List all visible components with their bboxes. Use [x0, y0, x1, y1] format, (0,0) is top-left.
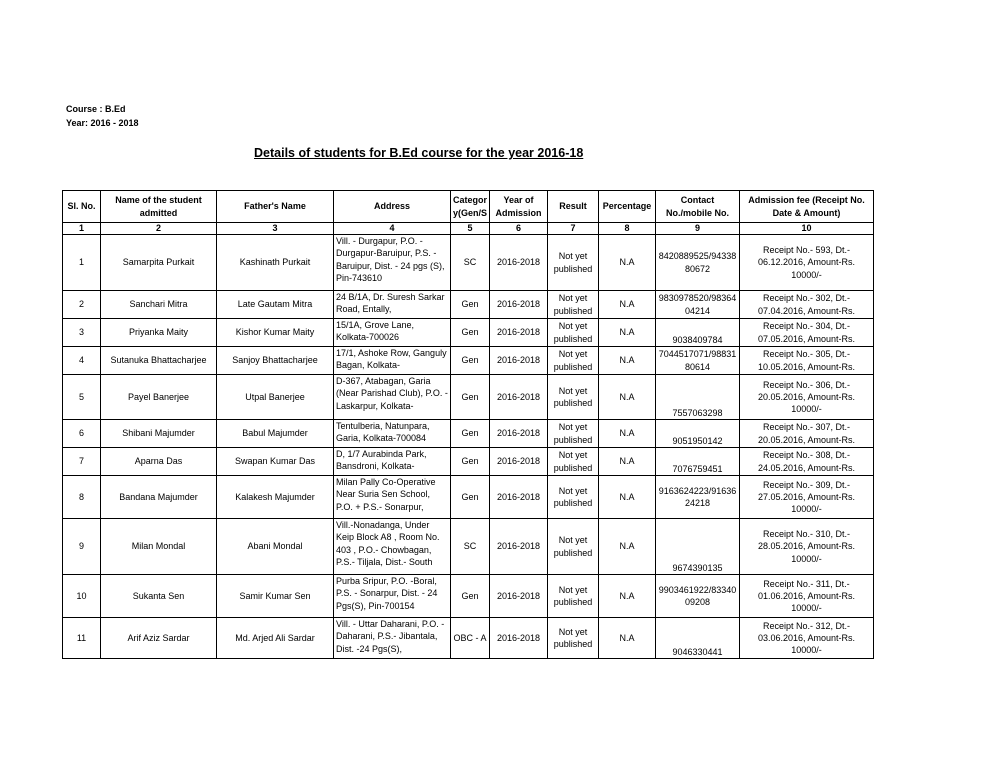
result-cell: Not yet published — [548, 448, 599, 476]
admission-fee-cell-text: Receipt No.- 310, Dt.- 28.05.2016, Amount-Rs. 10000/- — [757, 529, 856, 564]
column-number: 8 — [599, 223, 656, 235]
contact-cell — [656, 319, 740, 347]
father-name-cell: Samir Kumar Sen — [217, 575, 334, 618]
result-cell: Not yet published — [548, 575, 599, 618]
admission-fee-cell-text: Receipt No.- 309, Dt.- 27.05.2016, Amount-Rs. 10000/- — [757, 479, 856, 515]
contact-cell — [656, 235, 740, 291]
year-cell: 2016-2018 — [490, 476, 548, 519]
students-table — [62, 190, 874, 659]
admission-fee-cell — [740, 476, 874, 519]
father-name-cell: Kashinath Purkait — [217, 235, 334, 291]
admission-fee-cell — [740, 347, 874, 375]
table-row — [63, 420, 874, 448]
admission-fee-cell — [740, 448, 874, 476]
table-row — [63, 519, 874, 575]
sl-cell: 6 — [63, 420, 101, 448]
admission-fee-cell — [740, 291, 874, 319]
address-cell-text: D, 1/7 Aurabinda Park, Bansdroni, Kolkata- — [336, 449, 427, 472]
sl-cell: 4 — [63, 347, 101, 375]
year-cell: 2016-2018 — [490, 291, 548, 319]
student-name-cell: Priyanka Maity — [101, 319, 217, 347]
contact-cell — [656, 448, 740, 476]
result-cell: Not yet published — [548, 347, 599, 375]
column-number: 1 — [63, 223, 101, 235]
col-header-admission-fee: Admission fee (Receipt No. Date & Amount) — [740, 191, 874, 223]
sl-cell: 8 — [63, 476, 101, 519]
percentage-cell: N.A — [599, 519, 656, 575]
percentage-cell: N.A — [599, 575, 656, 618]
header-row — [63, 191, 874, 223]
col-header-father-name: Father's Name — [217, 191, 334, 223]
father-name-cell: Kalakesh Majumder — [217, 476, 334, 519]
address-cell — [334, 420, 451, 448]
contact-cell-text: 9051950142 — [672, 435, 723, 446]
admission-fee-cell-text: Receipt No.- 307, Dt.- 20.05.2016, Amount-Rs. — [757, 422, 856, 445]
address-cell — [334, 319, 451, 347]
address-cell — [334, 519, 451, 575]
category-cell: OBC - A — [451, 618, 490, 659]
admission-fee-cell — [740, 319, 874, 347]
result-cell: Not yet published — [548, 375, 599, 420]
contact-cell — [656, 575, 740, 618]
result-cell: Not yet published — [548, 420, 599, 448]
student-name-cell: Sanchari Mitra — [101, 291, 217, 319]
year-cell: 2016-2018 — [490, 618, 548, 659]
student-name-cell: Sutanuka Bhattacharjee — [101, 347, 217, 375]
student-name-cell: Sukanta Sen — [101, 575, 217, 618]
father-name-cell: Babul Majumder — [217, 420, 334, 448]
year-cell: 2016-2018 — [490, 319, 548, 347]
contact-cell-text: 7076759451 — [672, 463, 723, 474]
column-number: 10 — [740, 223, 874, 235]
result-cell: Not yet published — [548, 618, 599, 659]
percentage-cell: N.A — [599, 319, 656, 347]
percentage-cell: N.A — [599, 235, 656, 291]
contact-cell — [656, 291, 740, 319]
percentage-cell: N.A — [599, 618, 656, 659]
column-number: 5 — [451, 223, 490, 235]
year-cell: 2016-2018 — [490, 235, 548, 291]
column-number-row — [63, 223, 874, 235]
category-cell: SC — [451, 519, 490, 575]
category-cell: Gen — [451, 291, 490, 319]
contact-cell — [656, 347, 740, 375]
percentage-cell: N.A — [599, 291, 656, 319]
result-cell: Not yet published — [548, 319, 599, 347]
table-row — [63, 375, 874, 420]
col-header-percentage: Percentage — [599, 191, 656, 223]
admission-fee-cell — [740, 618, 874, 659]
student-name-cell: Shibani Majumder — [101, 420, 217, 448]
address-cell-text: Purba Sripur, P.O. -Boral, P.S. - Sonarpur, Dist. - 24 Pgs(S), Pin-700154 — [336, 576, 438, 611]
address-cell-text: Vill.-Nonadanga, Under Keip Block A8 , Room No. 403 , P.O.- Chowbagan, P.S.- Tiljala, Dist.- South — [336, 520, 440, 567]
result-cell: Not yet published — [548, 235, 599, 291]
category-cell: Gen — [451, 347, 490, 375]
admission-fee-cell-text: Receipt No.- 312, Dt.- 03.06.2016, Amount-Rs. 10000/- — [757, 620, 856, 656]
category-cell: Gen — [451, 375, 490, 420]
admission-fee-cell-text: Receipt No.- 304, Dt.- 07.05.2016, Amount-Rs. — [757, 321, 856, 344]
year-cell: 2016-2018 — [490, 375, 548, 420]
category-cell: Gen — [451, 476, 490, 519]
category-cell: Gen — [451, 448, 490, 476]
address-cell — [334, 448, 451, 476]
admission-fee-cell — [740, 420, 874, 448]
percentage-cell: N.A — [599, 476, 656, 519]
column-number: 2 — [101, 223, 217, 235]
col-header-address: Address — [334, 191, 451, 223]
address-cell — [334, 575, 451, 618]
student-name-cell: Payel Banerjee — [101, 375, 217, 420]
address-cell-text: D-367, Atabagan, Garia (Near Parishad Club), P.O. - Laskarpur, Kolkata- — [336, 376, 448, 411]
table-row — [63, 476, 874, 519]
address-cell-text: Milan Pally Co-Operative Near Suria Sen School, P.O. + P.S.- Sonarpur, — [336, 477, 436, 512]
percentage-cell: N.A — [599, 347, 656, 375]
contact-cell-text: 9674390135 — [672, 562, 723, 573]
sl-cell: 2 — [63, 291, 101, 319]
sl-cell: 11 — [63, 618, 101, 659]
address-cell — [334, 235, 451, 291]
column-number: 6 — [490, 223, 548, 235]
column-number: 9 — [656, 223, 740, 235]
year-cell: 2016-2018 — [490, 448, 548, 476]
admission-fee-cell — [740, 519, 874, 575]
col-header-student-name: Name of the student admitted — [101, 191, 217, 223]
admission-fee-cell — [740, 575, 874, 618]
contact-cell — [656, 420, 740, 448]
sl-cell: 7 — [63, 448, 101, 476]
category-cell: Gen — [451, 420, 490, 448]
contact-cell-text: 9163624223/9163624218 — [658, 485, 737, 508]
table-row — [63, 319, 874, 347]
admission-fee-cell-text: Receipt No.- 311, Dt.- 01.06.2016, Amount-Rs. 10000/- — [757, 578, 856, 614]
contact-cell — [656, 476, 740, 519]
father-name-cell: Kishor Kumar Maity — [217, 319, 334, 347]
address-cell-text: Tentulberia, Natunpara, Garia, Kolkata-700084 — [336, 421, 430, 444]
percentage-cell: N.A — [599, 375, 656, 420]
admission-fee-cell — [740, 235, 874, 291]
sl-cell: 3 — [63, 319, 101, 347]
address-cell-text: Vill. - Uttar Daharani, P.O. - Daharani, P.S.- Jibantala, Dist. -24 Pgs(S), — [336, 619, 445, 654]
year-cell: 2016-2018 — [490, 519, 548, 575]
student-name-cell: Arif Aziz Sardar — [101, 618, 217, 659]
contact-cell-text: 7557063298 — [672, 407, 723, 418]
table-row — [63, 575, 874, 618]
category-cell: SC — [451, 235, 490, 291]
admission-fee-cell-text: Receipt No.- 308, Dt.- 24.05.2016, Amount-Rs. — [757, 450, 856, 473]
year-cell: 2016-2018 — [490, 420, 548, 448]
admission-fee-cell-text: Receipt No.- 306, Dt.- 20.05.2016, Amount-Rs. 10000/- — [757, 379, 856, 415]
father-name-cell: Utpal Banerjee — [217, 375, 334, 420]
student-name-cell: Milan Mondal — [101, 519, 217, 575]
column-number: 7 — [548, 223, 599, 235]
address-cell — [334, 618, 451, 659]
table-row — [63, 448, 874, 476]
admission-fee-cell-text: Receipt No.- 305, Dt.- 10.05.2016, Amount-Rs. — [757, 349, 856, 372]
contact-cell-text: 9903461922/8334009208 — [658, 584, 737, 607]
sl-cell: 5 — [63, 375, 101, 420]
category-cell: Gen — [451, 575, 490, 618]
admission-fee-cell-text: Receipt No.- 593, Dt.- 06.12.2016, Amount-Rs. 10000/- — [757, 245, 856, 280]
father-name-cell: Sanjoy Bhattacharjee — [217, 347, 334, 375]
student-name-cell: Bandana Majumder — [101, 476, 217, 519]
student-name-cell: Aparna Das — [101, 448, 217, 476]
contact-cell-text: 9830978520/9836404214 — [658, 293, 737, 316]
father-name-cell: Swapan Kumar Das — [217, 448, 334, 476]
address-cell-text: 17/1, Ashoke Row, Ganguly Bagan, Kolkata- — [336, 348, 447, 371]
address-cell — [334, 476, 451, 519]
column-number: 3 — [217, 223, 334, 235]
contact-cell-text: 9038409784 — [672, 334, 723, 345]
percentage-cell: N.A — [599, 448, 656, 476]
year-label: Year: 2016 - 2018 — [66, 118, 139, 128]
col-header-year-of-admission: Year of Admission — [490, 191, 548, 223]
document-title: Details of students for B.Ed course for the year 2016-18 — [254, 146, 584, 160]
admission-fee-cell — [740, 375, 874, 420]
col-header-category: Categor y(Gen/S — [451, 191, 490, 223]
contact-cell-text: 7044517071/9883180614 — [658, 349, 737, 372]
address-cell — [334, 375, 451, 420]
percentage-cell: N.A — [599, 420, 656, 448]
address-cell-text: Vill. - Durgapur, P.O. - Durgapur-Baruipur, P.S. - Baruipur, Dist. - 24 pgs (S), Pin-743610 — [336, 236, 445, 283]
course-label: Course : B.Ed — [66, 104, 126, 114]
admission-fee-cell-text: Receipt No.- 302, Dt.- 07.04.2016, Amount-Rs. — [757, 293, 856, 316]
table-row — [63, 235, 874, 291]
category-cell: Gen — [451, 319, 490, 347]
col-header-result: Result — [548, 191, 599, 223]
year-cell: 2016-2018 — [490, 347, 548, 375]
father-name-cell: Late Gautam Mitra — [217, 291, 334, 319]
father-name-cell: Md. Arjed Ali Sardar — [217, 618, 334, 659]
table-row — [63, 347, 874, 375]
father-name-cell: Abani Mondal — [217, 519, 334, 575]
contact-cell — [656, 618, 740, 659]
address-cell-text: 24 B/1A, Dr. Suresh Sarkar Road, Entally, — [336, 292, 445, 315]
table-row — [63, 618, 874, 659]
address-cell — [334, 347, 451, 375]
sl-cell: 10 — [63, 575, 101, 618]
student-name-cell: Samarpita Purkait — [101, 235, 217, 291]
contact-cell — [656, 375, 740, 420]
address-cell-text: 15/1A, Grove Lane, Kolkata-700026 — [336, 320, 415, 343]
col-header-contact: Contact No./mobile No. — [656, 191, 740, 223]
contact-cell — [656, 519, 740, 575]
contact-cell-text: 8420889525/9433880672 — [658, 251, 737, 274]
table-row — [63, 291, 874, 319]
address-cell — [334, 291, 451, 319]
col-header-sl-no: Sl. No. — [63, 191, 101, 223]
contact-cell-text: 9046330441 — [672, 646, 723, 657]
result-cell: Not yet published — [548, 519, 599, 575]
column-number: 4 — [334, 223, 451, 235]
result-cell: Not yet published — [548, 476, 599, 519]
year-cell: 2016-2018 — [490, 575, 548, 618]
sl-cell: 9 — [63, 519, 101, 575]
sl-cell: 1 — [63, 235, 101, 291]
result-cell: Not yet published — [548, 291, 599, 319]
